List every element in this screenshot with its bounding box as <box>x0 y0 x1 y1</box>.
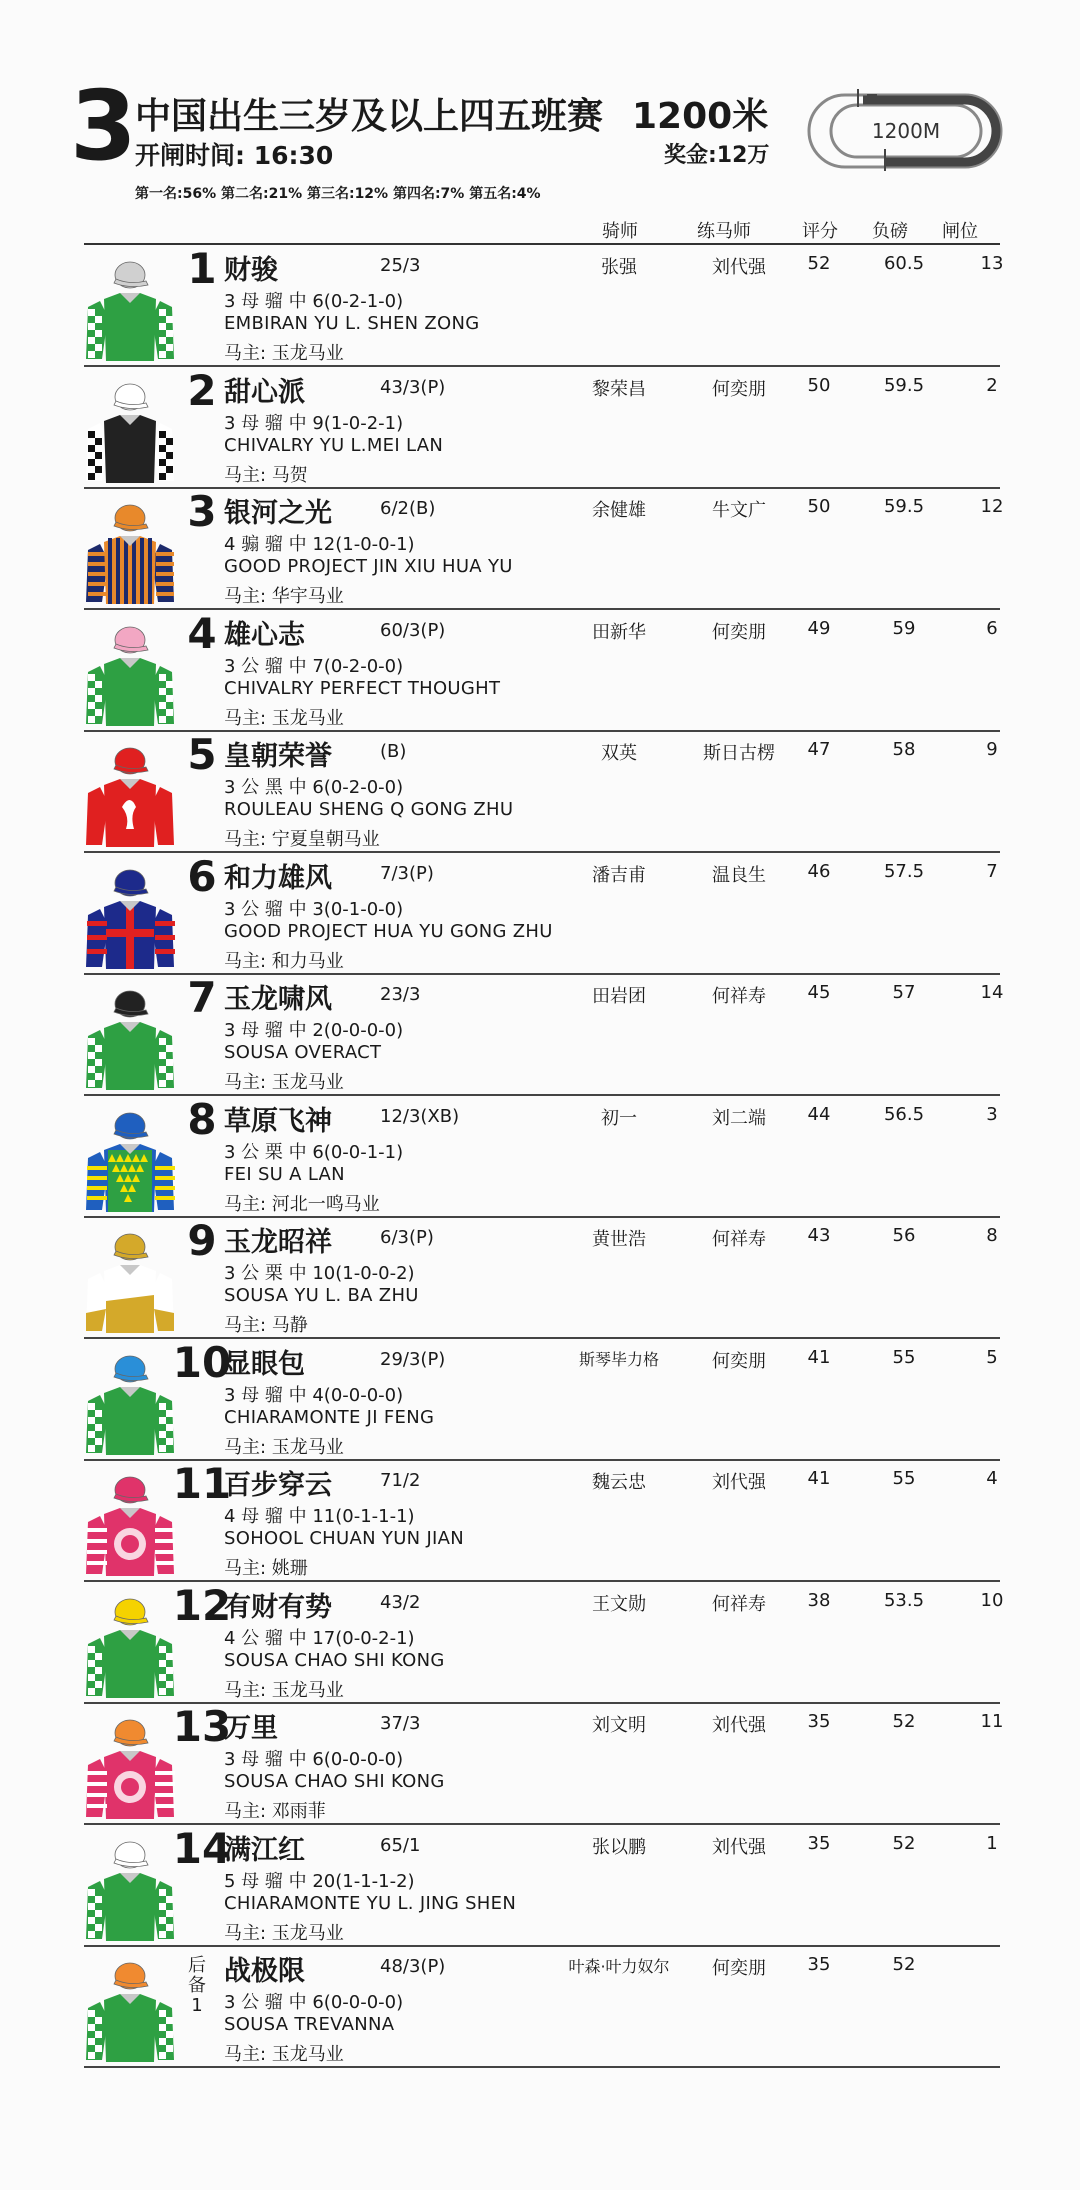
rating: 46 <box>807 860 831 882</box>
weight: 59.5 <box>883 374 925 396</box>
rating: 45 <box>807 982 831 1003</box>
horse-owner: 马主: 河北一鸣马业 <box>224 1193 380 1215</box>
runner-number: 13 <box>172 1702 232 1751</box>
runner-number: 11 <box>172 1459 232 1508</box>
gate: 6 <box>986 617 998 639</box>
jockey-name: 张以鹏 <box>592 1836 646 1858</box>
horse-pedigree: SOUSA TREVANNA <box>224 2014 395 2035</box>
runner-number: 6 <box>187 851 217 901</box>
horse-odds: 43/2 <box>380 1591 421 1613</box>
jockey-silk-icon <box>82 1588 178 1702</box>
jockey-silk-icon <box>82 1345 178 1459</box>
race-title: 中国出生三岁及以上四五班赛 <box>135 96 604 137</box>
col-trainer: 练马师 <box>697 221 751 242</box>
horse-owner: 马主: 玉龙马业 <box>224 1436 344 1458</box>
horse-owner: 马主: 和力马业 <box>224 950 344 972</box>
runner-number: 12 <box>172 1580 232 1630</box>
jockey-name: 斯琴毕力格 <box>578 1349 659 1369</box>
horse-name: 战极限 <box>224 1956 305 1987</box>
col-jockey: 骑师 <box>602 221 638 242</box>
horse-pedigree: GOOD PROJECT JIN XIU HUA YU <box>224 556 513 577</box>
gate: 2 <box>986 374 998 396</box>
prize-money: 奖金:12万 <box>664 143 770 168</box>
horse-attributes: 5 母 骝 中 20(1-1-1-2) <box>224 1870 415 1892</box>
trainer-name: 刘代强 <box>712 257 766 278</box>
rating: 49 <box>807 617 831 639</box>
horse-owner: 马主: 玉龙马业 <box>224 707 344 729</box>
runner-row <box>84 1946 1000 2068</box>
trainer-name: 何祥寿 <box>712 986 766 1007</box>
horse-pedigree: SOUSA OVERACT <box>224 1042 382 1063</box>
track-distance-label: 1200M <box>871 119 941 143</box>
horse-odds: 48/3(P) <box>380 1956 446 1977</box>
runner-number: 后 备 1 <box>188 1955 206 2016</box>
horse-owner: 马主: 玉龙马业 <box>224 2044 344 2065</box>
trainer-name: 斯日古楞 <box>703 743 775 764</box>
horse-attributes: 4 母 骝 中 11(0-1-1-1) <box>224 1506 415 1527</box>
rating: 44 <box>807 1103 831 1125</box>
horse-odds: 23/3 <box>380 984 421 1005</box>
horse-name: 万里 <box>224 1713 278 1744</box>
horse-attributes: 3 母 骝 中 2(0-0-0-0) <box>224 1020 404 1041</box>
horse-pedigree: GOOD PROJECT HUA YU GONG ZHU <box>224 920 553 942</box>
horse-attributes: 3 公 栗 中 6(0-0-1-1) <box>224 1141 404 1163</box>
weight: 52 <box>892 1711 916 1732</box>
horse-name: 甜心派 <box>224 376 305 408</box>
weight: 55 <box>892 1468 916 1489</box>
horse-owner: 马主: 玉龙马业 <box>224 1679 344 1701</box>
track-diagram <box>805 85 1005 177</box>
trainer-name: 温良生 <box>712 864 766 886</box>
runner-row <box>84 853 1000 975</box>
horse-pedigree: EMBIRAN YU L. SHEN ZONG <box>224 313 480 334</box>
runner-row <box>84 1825 1000 1947</box>
jockey-silk-icon <box>82 1102 178 1216</box>
jockey-name: 刘文明 <box>592 1715 646 1736</box>
horse-owner: 马主: 华宇马业 <box>224 586 344 607</box>
runner-number: 8 <box>187 1094 217 1144</box>
gate: 7 <box>986 860 998 882</box>
runner-number: 3 <box>187 487 217 536</box>
runner-number: 4 <box>187 608 217 658</box>
runner-row <box>84 1339 1000 1461</box>
horse-owner: 马主: 姚珊 <box>224 1558 308 1579</box>
weight: 52 <box>892 1954 916 1975</box>
trainer-name: 何奕朋 <box>712 1350 766 1372</box>
trainer-name: 何祥寿 <box>712 1593 766 1615</box>
jockey-silk-icon <box>82 1709 178 1823</box>
horse-attributes: 3 公 骝 中 7(0-2-0-0) <box>224 655 404 677</box>
race-number: 3 <box>70 70 137 182</box>
jockey-name: 张强 <box>601 257 637 278</box>
weight: 57 <box>892 982 916 1003</box>
horse-attributes: 3 母 骝 中 9(1-0-2-1) <box>224 412 404 434</box>
rating: 43 <box>807 1225 831 1246</box>
horse-attributes: 3 母 骝 中 6(0-2-1-0) <box>224 291 404 312</box>
jockey-name: 黄世浩 <box>592 1229 646 1250</box>
weight: 52 <box>892 1832 916 1854</box>
horse-odds: 6/2(B) <box>380 498 436 519</box>
gate: 3 <box>986 1103 998 1125</box>
rating: 35 <box>807 1711 831 1732</box>
horse-name: 百步穿云 <box>224 1470 332 1501</box>
horse-attributes: 4 骟 骝 中 12(1-0-0-1) <box>224 534 415 555</box>
jockey-name: 初一 <box>601 1107 637 1129</box>
horse-odds: 60/3(P) <box>380 619 446 641</box>
trainer-name: 刘代强 <box>712 1715 766 1736</box>
jockey-name: 王文勋 <box>592 1593 646 1615</box>
rating: 50 <box>807 374 831 396</box>
horse-name: 皇朝荣誉 <box>224 741 332 772</box>
weight: 56 <box>892 1225 916 1246</box>
horse-odds: 43/3(P) <box>380 376 446 398</box>
horse-odds: 6/3(P) <box>380 1227 434 1248</box>
jockey-name: 田新华 <box>592 621 646 643</box>
horse-odds: 7/3(P) <box>380 862 434 884</box>
horse-owner: 马主: 玉龙马业 <box>224 343 344 364</box>
jockey-name: 叶森·叶力奴尔 <box>568 1957 670 1976</box>
horse-pedigree: SOHOOL CHUAN YUN JIAN <box>224 1528 465 1549</box>
jockey-name: 魏云忠 <box>592 1472 646 1493</box>
weight: 58 <box>892 739 916 760</box>
race-distance: 1200米 <box>632 96 769 137</box>
horse-pedigree: CHIVALRY PERFECT THOUGHT <box>224 677 501 699</box>
horse-pedigree: FEI SU A LAN <box>224 1163 345 1185</box>
horse-name: 银河之光 <box>224 498 332 529</box>
jockey-name: 双英 <box>601 743 637 764</box>
runner-number: 9 <box>187 1216 217 1265</box>
jockey-silk-icon <box>82 737 178 851</box>
horse-odds: 71/2 <box>380 1470 421 1491</box>
jockey-name: 潘吉甫 <box>592 864 646 886</box>
runner-row <box>84 1702 1004 1825</box>
jockey-name: 黎荣昌 <box>592 378 646 400</box>
rating: 35 <box>807 1832 831 1854</box>
col-weight: 负磅 <box>872 221 908 242</box>
jockey-silk-icon <box>82 1466 178 1580</box>
runner-row <box>84 731 1000 853</box>
gate: 8 <box>986 1225 998 1246</box>
horse-name: 显眼包 <box>224 1348 305 1380</box>
horse-attributes: 3 母 骝 中 4(0-0-0-0) <box>224 1384 404 1406</box>
jockey-silk-icon <box>82 1952 178 2066</box>
jockey-silk-icon <box>82 1223 178 1337</box>
horse-pedigree: SOUSA CHAO SHI KONG <box>224 1771 445 1792</box>
runner-row <box>84 1217 1000 1339</box>
horse-odds: 25/3 <box>380 255 421 276</box>
trainer-name: 刘代强 <box>712 1472 766 1493</box>
horse-odds: 29/3(P) <box>380 1348 446 1370</box>
trainer-name: 牛文广 <box>712 500 766 521</box>
horse-odds: (B) <box>380 741 407 762</box>
col-rating: 评分 <box>802 221 838 242</box>
horse-attributes: 3 公 骝 中 6(0-0-0-0) <box>224 1992 404 2013</box>
horse-pedigree: ROULEAU SHENG Q GONG ZHU <box>224 799 514 820</box>
jockey-silk-icon <box>82 1831 178 1945</box>
runner-number: 10 <box>172 1337 232 1387</box>
jockey-silk-icon <box>82 494 178 608</box>
trainer-name: 刘代强 <box>712 1836 766 1858</box>
gate: 4 <box>986 1468 998 1489</box>
horse-pedigree: CHIARAMONTE YU L. JING SHEN <box>224 1892 517 1914</box>
weight: 56.5 <box>883 1103 925 1125</box>
horse-owner: 马主: 邓雨菲 <box>224 1801 326 1822</box>
runner-number: 2 <box>187 365 217 415</box>
horse-owner: 马主: 马静 <box>224 1315 308 1336</box>
weight: 60.5 <box>883 253 925 274</box>
horse-attributes: 4 公 骝 中 17(0-0-2-1) <box>224 1627 415 1649</box>
rating: 47 <box>807 739 831 760</box>
horse-attributes: 3 母 骝 中 6(0-0-0-0) <box>224 1749 404 1770</box>
jockey-silk-icon <box>82 859 178 973</box>
jockey-silk-icon <box>82 373 178 487</box>
runner-row <box>84 487 1004 610</box>
jockey-silk-icon <box>82 251 178 365</box>
horse-pedigree: SOUSA CHAO SHI KONG <box>224 1649 445 1671</box>
horse-attributes: 3 公 黑 中 6(0-2-0-0) <box>224 777 404 798</box>
horse-owner: 马主: 宁夏皇朝马业 <box>224 829 380 850</box>
rating: 35 <box>807 1954 831 1975</box>
runner-number: 1 <box>187 244 217 293</box>
gate: 12 <box>980 496 1004 517</box>
runner-row <box>84 1096 1000 1218</box>
horse-name: 有财有势 <box>224 1591 332 1623</box>
runner-number: 5 <box>187 730 217 779</box>
rating: 38 <box>807 1589 831 1611</box>
weight: 53.5 <box>883 1589 925 1611</box>
runner-number: 14 <box>172 1823 232 1873</box>
weight: 59 <box>892 617 916 639</box>
col-gate: 闸位 <box>942 221 978 242</box>
rating: 52 <box>807 253 831 274</box>
gate: 5 <box>986 1346 998 1368</box>
trainer-name: 何奕朋 <box>712 621 766 643</box>
horse-attributes: 3 公 骝 中 3(0-1-0-0) <box>224 898 404 920</box>
prize-split: 第一名:56% 第二名:21% 第三名:12% 第四名:7% 第五名:4% <box>135 186 541 202</box>
horse-attributes: 3 公 栗 中 10(1-0-0-2) <box>224 1263 415 1284</box>
weight: 59.5 <box>883 496 925 517</box>
gate: 10 <box>980 1589 1004 1611</box>
gate: 14 <box>980 982 1004 1003</box>
horse-name: 雄心志 <box>224 619 305 651</box>
trainer-name: 刘二端 <box>712 1107 766 1129</box>
horse-odds: 37/3 <box>380 1713 421 1734</box>
runner-row <box>84 244 1004 367</box>
horse-name: 满江红 <box>224 1834 305 1866</box>
horse-owner: 马主: 马贺 <box>224 464 308 486</box>
trainer-name: 何祥寿 <box>712 1229 766 1250</box>
horse-pedigree: CHIVALRY YU L.MEI LAN <box>224 434 444 456</box>
horse-name: 和力雄风 <box>224 862 332 894</box>
rating: 50 <box>807 496 831 517</box>
horse-pedigree: SOUSA YU L. BA ZHU <box>224 1285 419 1306</box>
horse-odds: 12/3(XB) <box>380 1105 460 1127</box>
jockey-name: 余健雄 <box>592 500 646 521</box>
rating: 41 <box>807 1346 831 1368</box>
runner-row <box>84 1460 1000 1582</box>
jockey-name: 田岩团 <box>592 986 646 1007</box>
jockey-silk-icon <box>82 980 178 1094</box>
trainer-name: 何奕朋 <box>712 378 766 400</box>
trainer-name: 何奕朋 <box>712 1958 766 1979</box>
gate: 13 <box>980 253 1004 274</box>
gate: 1 <box>986 1832 998 1854</box>
runner-row <box>84 610 1000 732</box>
gate: 9 <box>986 739 998 760</box>
horse-name: 草原飞神 <box>224 1105 332 1137</box>
rating: 41 <box>807 1468 831 1489</box>
horse-name: 玉龙啸风 <box>224 984 332 1015</box>
post-time: 开闸时间: 16:30 <box>135 141 334 170</box>
runner-number: 7 <box>187 973 217 1022</box>
jockey-silk-icon <box>82 616 178 730</box>
horse-odds: 65/1 <box>380 1834 421 1856</box>
horse-pedigree: CHIARAMONTE JI FENG <box>224 1406 435 1428</box>
weight: 55 <box>892 1346 916 1368</box>
horse-owner: 马主: 玉龙马业 <box>224 1922 344 1944</box>
runner-row <box>84 367 1000 489</box>
runner-row <box>84 973 1004 1096</box>
weight: 57.5 <box>883 860 925 882</box>
horse-owner: 马主: 玉龙马业 <box>224 1072 344 1093</box>
horse-name: 财骏 <box>224 255 278 286</box>
runner-row <box>84 1580 1004 1704</box>
horse-name: 玉龙昭祥 <box>224 1227 332 1258</box>
gate: 11 <box>980 1711 1004 1732</box>
